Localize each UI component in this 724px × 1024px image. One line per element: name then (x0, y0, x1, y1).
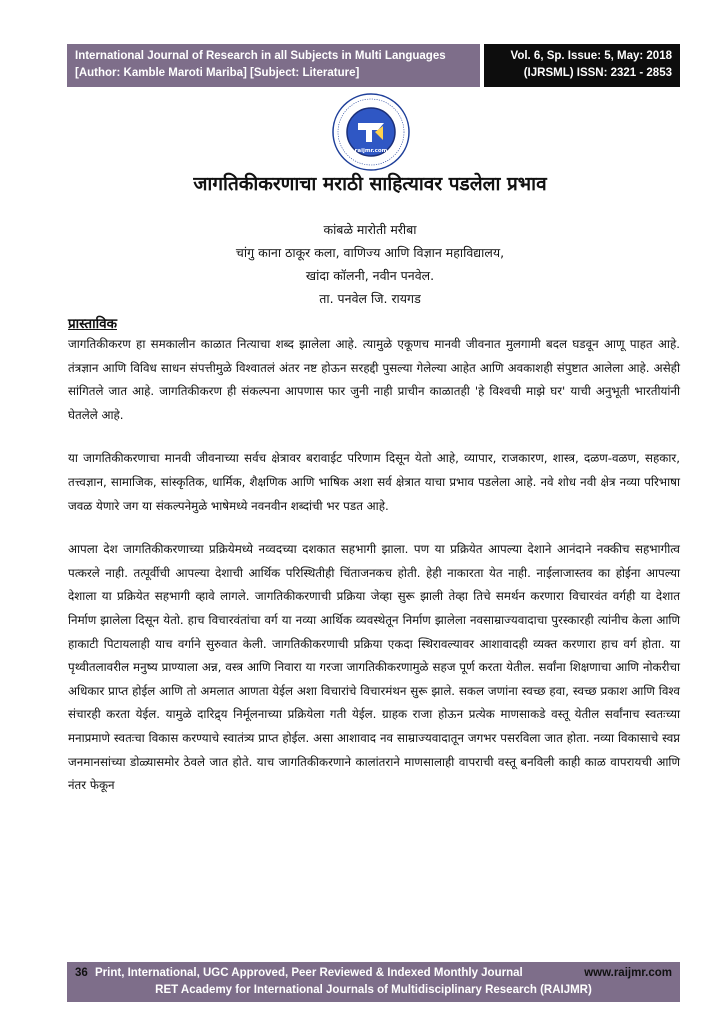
author-name: कांबळे मारोती मरीबा (323, 222, 417, 237)
author-block (70, 218, 670, 310)
paragraph: आपला देश जागतिकीकरणाच्या प्रक्रियेमध्ये नव्वदच्या दशकात सहभागी झाला. पण या प्रक्रियेत आपल्या देशाने आनंदाने नक्कीच सहभागीत्व पत्करले नाही. तत्पूर्वीची आपल्या देशाची आर्थिक परिस्थितीही चिंताजनकच होती. हेही नाकारता येत नाही. नाईलाजास्तव का होईना आपल्या देशाला या प्रक्रियेत सहभागी व्हावे लागले. जागतिकीकरणाची प्रक्रिया जेव्हा सुरू झाली तेव्हा तिचे समर्थन करणारा विचारवंत वर्गही या देशात निर्माण झालेला दिसून येतो. हाच विचारवंतांचा वर्ग या नव्या आर्थिक व्यवस्थेतून निर्माण झालेला नवसाम्राज्यवादाचा पुरस्कारही त्यांनीच केला आणि हाकाटी पिटायलाही याच वर्गाने सुरुवात केली. जागतिकीकरणाची प्रक्रिया एकदा स्थिरावल्यावर आशावादही व्यक्त करणारा हाच वर्ग होता. या पृथ्वीतलावरील मनुष्य प्राण्याला अन्न, वस्त्र आणि निवारा या गरजा जागतिकीकरणामुळे सहज पूर्ण करता येतील. सर्वांना शिक्षणाचा आणि नोकरीचा अधिकार प्राप्त होईल आणि तो अमलात आणता येईल अशा विचारांचे विचारमंथन सुरू झाले. सकल जणांना स्वच्छ हवा, स्वच्छ प्रकाश आणि विश्व संचारही करता येईल. यामुळे दारिद्र्य निर्मूलनाच्या प्रक्रियेला गती येईल. ग्राहक राजा होऊन प्रत्येक माणसाकडे वस्तू येतील सर्वांनाच स्वतःच्या मनाप्रमाणे स्वतःचा विकास करण्याचे स्वातंत्र्य प्राप्त होईल. असा आशावाद नव साम्राज्यवादातून जगभर पसरविला जात होता. नव्या विकासाचे स्वप्न जनमानसांच्या डोळ्यासमोर ठेवले जात होते. याच जागतिकीकरणाने कालांतराने माणसालाही वापराची वस्तू बनविली काही काळ वापरायची आणि नंतर फेकून (68, 542, 680, 793)
affiliation-line-3: ता. पनवेल जि. रायगड (319, 291, 421, 306)
footer-journal-type: Print, International, UGC Approved, Peer Reviewed & Indexed Monthly Journal (95, 967, 523, 979)
article-title: जागतिकीकरणाचा मराठी साहित्यावर पडलेला प्रभाव (193, 173, 547, 195)
page-number: 36 (75, 967, 88, 979)
paragraph: या जागतिकीकरणाचा मानवी जीवनाच्या सर्वच क्षेत्रावर बरावाईट परिणाम दिसून येतो आहे, व्यापार, राजकारण, शास्त्र, दळण-वळण, सहकार, तत्त्वज्ञान, सामाजिक, सांस्कृतिक, धार्मिक, शैक्षणिक आणि भाषिक अशा सर्व क्षेत्रात याचा प्रभाव पडलेला आहे. नवे शोध नवी क्षेत्र नव्या परिभाषा जवळ येणारे जग या संकल्पनेमुळे भाषेमध्ये नवनवीन शब्दांची भर पडत आहे. (68, 451, 680, 513)
journal-name: International Journal of Research in all Subjects in Multi Languages (75, 50, 446, 62)
author-subject-line: [Author: Kamble Maroti Mariba] [Subject: Literature] (75, 67, 360, 79)
footer-website-link[interactable]: www.raijmr.com (584, 967, 672, 979)
affiliation-line-1: चांगु काना ठाकूर कला, वाणिज्य आणि विज्ञान महाविद्यालय, (235, 245, 505, 260)
paragraph: जागतिकीकरण हा समकालीन काळात नित्याचा शब्द झालेला आहे. त्यामुळे एकूणच मानवी जीवनात मुलगामी बदल घडवून आणू पाहत आहे. तंत्रज्ञान आणि विविध साधन संपत्तीमुळे विश्वातलं अंतर नष्ट होऊन सरहद्दी पुसल्या गेलेल्या आहेत आणि अवकाशही संपुष्टात आलेला आहे. असेही सांगितले जात आहे. जागतिकीकरण ही संकल्पना आपणास फार जुनी नाही प्राचीन काळातही 'हे विश्वची माझे घर' याची अनुभूती भारतीयांनी घेतलेले आहे. (68, 337, 680, 422)
journal-header-left (67, 44, 480, 87)
footer-publisher: RET Academy for International Journals of Multidisciplinary Research (RAIJMR) (155, 984, 592, 996)
article-body (68, 333, 680, 798)
journal-header-right (484, 44, 680, 87)
section-heading: प्रास्ताविक (68, 316, 117, 332)
logo-brand-text: raijmr.com (354, 148, 388, 154)
journal-logo (331, 92, 411, 172)
journal-footer (67, 962, 680, 1002)
issn: (IJRSML) ISSN: 2321 - 2853 (523, 67, 672, 79)
affiliation-line-2: खांदा कॉलनी, नवीन पनवेल. (305, 268, 435, 283)
volume-issue: Vol. 6, Sp. Issue: 5, May: 2018 (510, 50, 672, 62)
